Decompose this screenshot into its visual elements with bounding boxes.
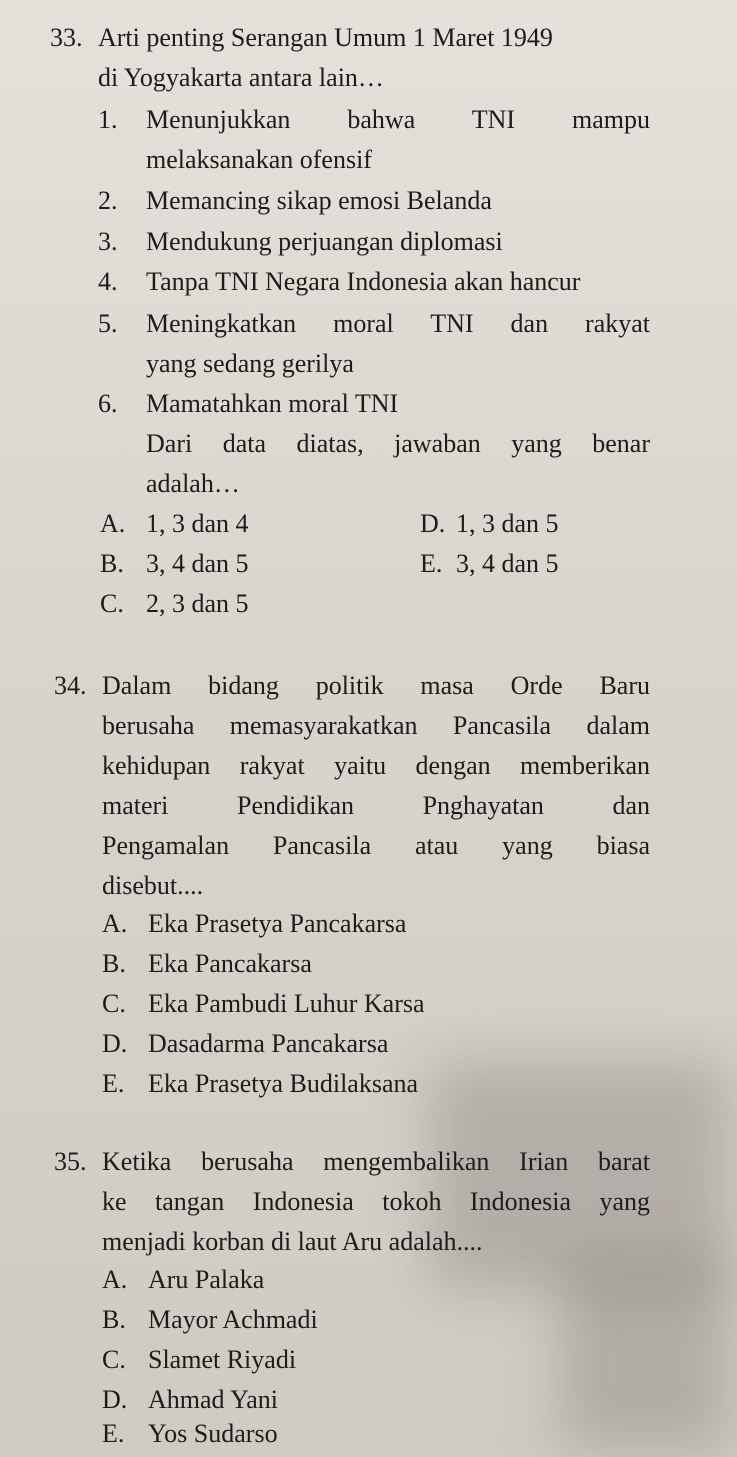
answer-option-e[interactable]: [102, 1418, 278, 1450]
option-label: C.: [102, 989, 126, 1018]
statement-text: melaksanakan ofensif: [146, 145, 372, 174]
answer-option-a[interactable]: [102, 1264, 264, 1296]
answer-option-b[interactable]: [102, 948, 312, 980]
question-stem-line: materi Pendidikan Pnghayatan dan: [102, 791, 650, 820]
option-text: 3, 4 dan 5: [146, 549, 249, 578]
answer-option-c[interactable]: [102, 1344, 296, 1376]
option-label: C.: [102, 1345, 126, 1374]
option-text: Yos Sudarso: [148, 1419, 278, 1448]
question-stem-line: berusaha memasyarakatkan Pancasila dalam: [102, 711, 650, 740]
option-text: Eka Prasetya Pancakarsa: [148, 909, 407, 938]
option-text: Mayor Achmadi: [148, 1305, 318, 1334]
statement-text: Memancing sikap emosi Belanda: [146, 186, 492, 215]
question-stem-line: kehidupan rakyat yaitu dengan memberikan: [102, 751, 650, 780]
question-number: 34.: [54, 671, 87, 700]
option-label: E.: [102, 1069, 125, 1098]
statement-number: 6.: [98, 389, 118, 418]
statement-text: Menunjukkan bahwa TNI mampu: [146, 105, 650, 134]
question-stem-line: Ketika berusaha mengembalikan Irian barat: [102, 1147, 650, 1176]
answer-option-a[interactable]: [102, 908, 406, 940]
statement-text: yang sedang gerilya: [146, 349, 354, 378]
statement-number: 1.: [98, 105, 118, 134]
answer-option-d[interactable]: [420, 508, 559, 540]
option-text: 3, 4 dan 5: [456, 549, 559, 578]
option-text: Ahmad Yani: [148, 1385, 279, 1414]
option-text: 2, 3 dan 5: [146, 589, 249, 618]
statement-text: Tanpa TNI Negara Indonesia akan hancur: [146, 267, 581, 296]
question-stem-line: ke tangan Indonesia tokoh Indonesia yang: [102, 1187, 650, 1216]
option-text: 1, 3 dan 4: [146, 509, 249, 538]
question-number: 33.: [50, 23, 83, 52]
statement-number: 4.: [98, 267, 118, 296]
question-stem-line: di Yogyakarta antara lain…: [98, 63, 384, 92]
question-stem-line: Pengamalan Pancasila atau yang biasa: [102, 831, 650, 860]
option-text: Eka Pambudi Luhur Karsa: [148, 989, 425, 1018]
option-text: 1, 3 dan 5: [456, 509, 559, 538]
question-prompt-line: Dari data diatas, jawaban yang benar: [146, 429, 650, 458]
option-text: Dasadarma Pancakarsa: [148, 1029, 389, 1058]
question-stem-line: Dalam bidang politik masa Orde Baru: [102, 671, 650, 700]
statement-number: 3.: [98, 227, 118, 256]
option-label: D.: [102, 1385, 128, 1414]
question-prompt-line: adalah…: [146, 469, 240, 498]
answer-option-b[interactable]: [100, 548, 249, 580]
answer-option-d[interactable]: [102, 1028, 388, 1060]
answer-option-d[interactable]: [102, 1384, 278, 1416]
option-label: A.: [100, 509, 126, 538]
question-number: 35.: [54, 1147, 87, 1176]
option-label: B.: [102, 949, 126, 978]
statement-number: 2.: [98, 186, 118, 215]
option-text: Eka Prasetya Budilaksana: [148, 1069, 419, 1098]
option-text: Eka Pancakarsa: [148, 949, 312, 978]
option-label: C.: [100, 589, 124, 618]
option-text: Slamet Riyadi: [148, 1345, 297, 1374]
option-label: A.: [102, 909, 128, 938]
statement-number: 5.: [98, 309, 118, 338]
answer-option-c[interactable]: [102, 988, 425, 1020]
answer-option-e[interactable]: [102, 1068, 418, 1100]
hand-shadow-lower: [560, 1260, 730, 1450]
option-label: B.: [102, 1305, 126, 1334]
option-label: D.: [102, 1029, 128, 1058]
answer-option-b[interactable]: [102, 1304, 318, 1336]
question-stem-line: Arti penting Serangan Umum 1 Maret 1949: [98, 23, 553, 52]
statement-text: Mendukung perjuangan diplomasi: [146, 227, 503, 256]
question-stem-line: disebut....: [102, 871, 204, 900]
option-label: A.: [102, 1265, 128, 1294]
option-text: Aru Palaka: [148, 1265, 265, 1294]
answer-option-e[interactable]: [420, 548, 559, 580]
option-label: E.: [420, 549, 443, 578]
option-label: D.: [420, 509, 446, 538]
option-label: E.: [102, 1419, 125, 1448]
answer-option-a[interactable]: [100, 508, 249, 540]
statement-text: Mamatahkan moral TNI: [146, 389, 399, 418]
question-stem-line: menjadi korban di laut Aru adalah....: [102, 1227, 483, 1256]
statement-text: Meningkatkan moral TNI dan rakyat: [146, 309, 650, 338]
answer-option-c[interactable]: [100, 588, 249, 620]
option-label: B.: [100, 549, 124, 578]
